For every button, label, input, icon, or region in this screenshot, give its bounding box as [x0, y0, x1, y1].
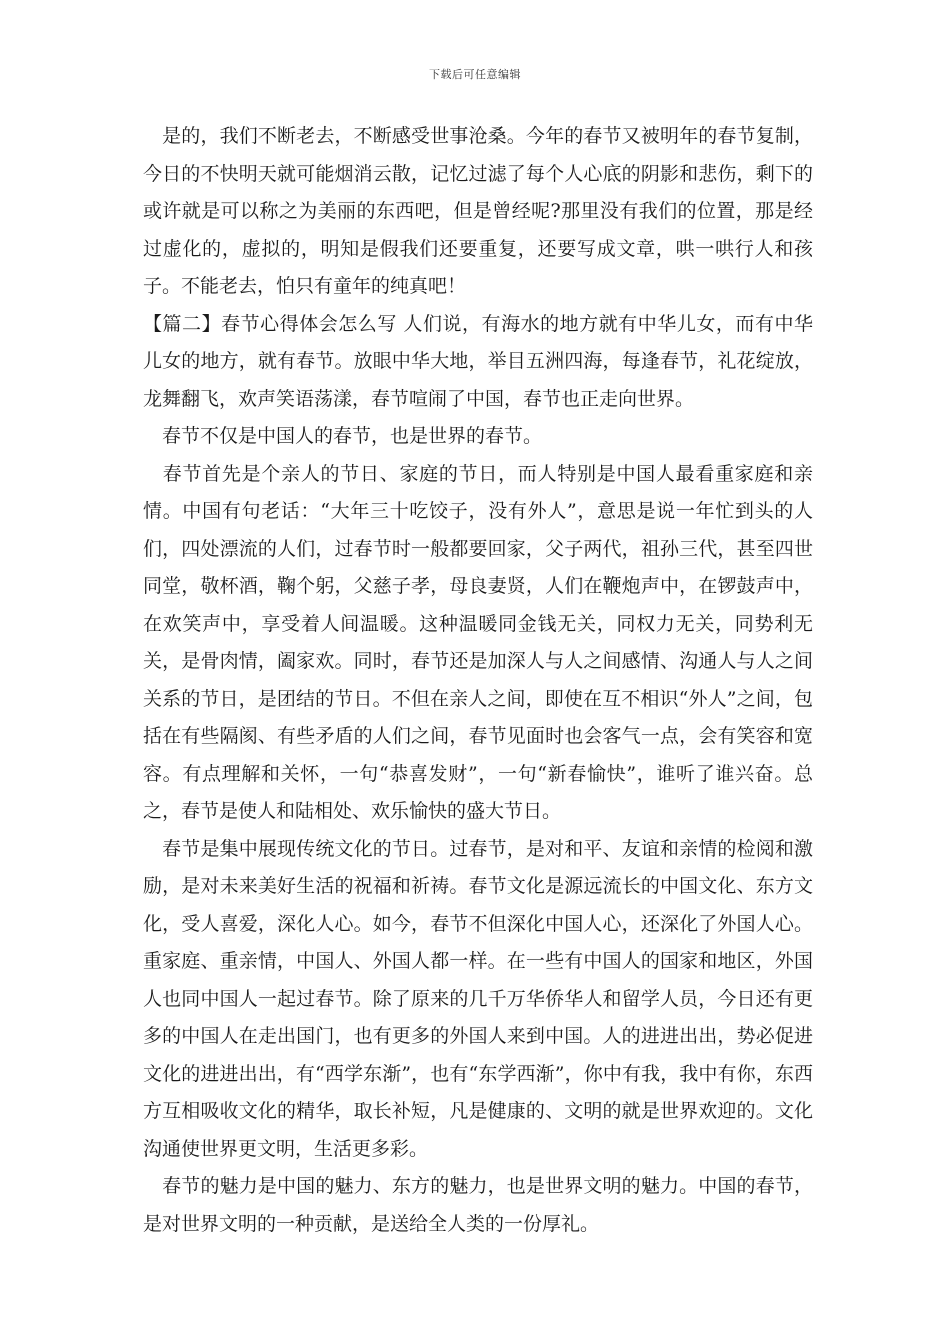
paragraph-5: 春节是集中展现传统文化的节日。过春节，是对和平、友谊和亲情的检阅和激励，是对未来美好生活的祝福和祈祷。春节文化是源远流长的中国文化、东方文化，受人喜爱，深化人心。如今，春节不但深化中国人心，还深化了外国人心。重家庭、重亲情，中国人、外国人都一样。在一些有中国人的国家和地区，外国人也同中国人一起过春节。除了原来的几千万华侨华人和留学人员，今日还有更多的中国人在走出国门，也有更多的外国人来到中国。人的进进出出，势必促进文化的进进出出，有“西学东渐”，也有“东学西渐”，你中有我，我中有你，东西方互相吸收文化的精华，取长补短，凡是健康的、文明的就是世界欢迎的。文化沟通使世界更文明，生活更多彩。: [143, 837, 813, 1160]
page-header-note: 下载后可任意编辑: [429, 68, 521, 81]
paragraph-1: 是的，我们不断老去，不断感受世事沧桑。今年的春节又被明年的春节复制，今日的不快明天就可能烟消云散，记忆过滤了每个人心底的阴影和悲伤，剩下的或许就是可以称之为美丽的东西吧，但是曾经呢?那里没有我们的位置，那是经过虚化的，虚拟的，明知是假我们还要重复，还要写成文章，哄一哄行人和孩子。不能老去，怕只有童年的纯真吧！: [143, 125, 813, 297]
paragraph-6: 春节的魅力是中国的魅力、东方的魅力，也是世界文明的魅力。中国的春节，是对世界文明的一种贡献，是送给全人类的一份厚礼。: [143, 1175, 813, 1235]
paragraph-3: 春节不仅是中国人的春节，也是世界的春节。: [143, 425, 543, 447]
paragraph-4: 春节首先是个亲人的节日、家庭的节日，而人特别是中国人最看重家庭和亲情。中国有句老话：“大年三十吃饺子，没有外人”，意思是说一年忙到头的人们，四处漂流的人们，过春节时一般都要回家，父子两代，祖孙三代，甚至四世同堂，敬杯酒，鞠个躬，父慈子孝，母良妻贤，人们在鞭炮声中，在锣鼓声中，在欢笑声中，享受着人间温暖。这种温暖同金钱无关，同权力无关，同势利无关，是骨肉情，阖家欢。同时，春节还是加深人与人之间感情、沟通人与人之间关系的节日，是团结的节日。不但在亲人之间，即使在互不相识“外人”之间，包括在有些隔阂、有些矛盾的人们之间，春节见面时也会客气一点，会有笑容和宽容。有点理解和关怀，一句“恭喜发财”，一句“新春愉快”，谁听了谁兴奋。总之，春节是使人和陆相处、欢乐愉快的盛大节日。: [143, 462, 813, 822]
paragraph-2: 【篇二】春节心得体会怎么写 人们说，有海水的地方就有中华儿女，而有中华儿女的地方，就有春节。放眼中华大地，举目五洲四海，每逢春节，礼花绽放，龙舞翻飞，欢声笑语荡漾，春节喧闹了中国，春节也正走向世界。: [143, 312, 813, 410]
document-body: [143, 118, 813, 1243]
